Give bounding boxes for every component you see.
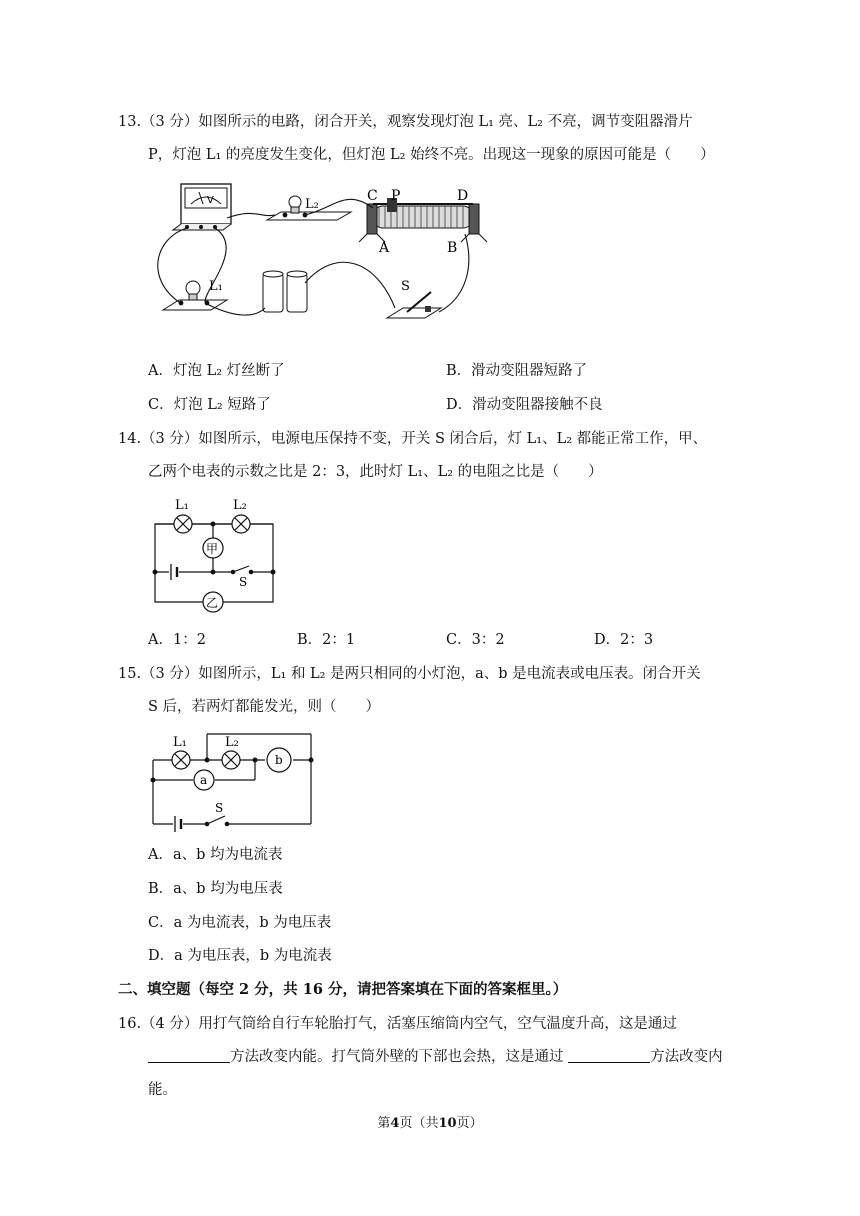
q15-option-d[interactable]: D．a 为电压表，b 为电流表 [148,948,332,964]
svg-text:A: A [379,240,390,256]
q16-stem-line2: 方法改变内能。打气筒外壁的下部也会热，这是通过 方法改变内 [148,1047,723,1067]
svg-text:b: b [275,753,283,767]
section-heading: 二、填空题（每空 2 分，共 16 分，请把答案填在下面的答案框里。） [118,981,568,998]
svg-text:a: a [200,773,208,787]
svg-text:L₁: L₁ [209,279,223,294]
lamp-l2-icon [222,751,240,769]
meter-b-icon [267,748,291,772]
answer-blank-2[interactable] [568,1048,650,1063]
q16-stem-line3: 能。 [148,1082,177,1098]
q14-circuit-figure [145,494,285,614]
svg-text:S: S [401,279,410,294]
q15-option-a[interactable]: A．a、b 均为电流表 [148,847,283,863]
svg-text:L₂: L₂ [233,498,247,513]
svg-text:P: P [391,188,401,204]
q13-stem-line2: P，灯泡 L₁ 的亮度发生变化，但灯泡 L₂ 始终不亮。出现这一现象的原因可能是（ ） [148,147,715,163]
battery-icon [263,271,307,312]
q14-stem-line1: 14.（3 分）如图所示，电源电压保持不变，开关 S 闭合后，灯 L₁、L₂ 都能正常工作，甲、 [118,431,708,447]
q15-circuit-figure [145,728,320,832]
lamp-l1-icon [172,751,190,769]
q14-option-c[interactable]: C．3：2 [446,632,505,648]
svg-text:L₂: L₂ [305,197,319,212]
battery-icon [173,816,183,832]
meter-jia-icon [203,538,223,558]
svg-text:L₁: L₁ [173,735,187,750]
q13-option-a[interactable]: A．灯泡 L₂ 灯丝断了 [148,363,285,379]
svg-text:乙: 乙 [206,596,219,610]
q16-stem-line1: 16.（4 分）用打气筒给自行车轮胎打气，活塞压缩筒内空气，空气温度升高，这是通过 [118,1016,677,1032]
svg-text:V: V [207,195,214,206]
q14-option-d[interactable]: D．2：3 [594,632,654,648]
q14-stem-line2: 乙两个电表的示数之比是 2：3，此时灯 L₁、L₂ 的电阻之比是（ ） [148,464,603,480]
q13-option-d[interactable]: D．滑动变阻器接触不良 [446,397,603,413]
q13-circuit-figure [145,178,495,328]
q15-option-c[interactable]: C．a 为电流表，b 为电压表 [148,915,332,931]
q15-option-b[interactable]: B．a、b 均为电压表 [148,881,283,897]
svg-text:D: D [457,188,469,204]
answer-blank-1[interactable] [148,1048,230,1063]
battery-icon [169,564,179,580]
q13-option-c[interactable]: C．灯泡 L₂ 短路了 [148,397,271,413]
rheostat-icon [359,198,487,242]
svg-text:B: B [447,240,458,256]
svg-text:甲: 甲 [206,542,219,556]
q14-option-b[interactable]: B．2：1 [297,632,356,648]
page-footer: 第4页（共10页） [377,1116,483,1131]
lamp-l1-icon [174,515,192,533]
svg-text:L₁: L₁ [175,498,189,513]
switch-icon [205,816,229,828]
q14-option-a[interactable]: A．1：2 [148,632,206,648]
q15-stem-line1: 15.（3 分）如图所示，L₁ 和 L₂ 是两只相同的小灯泡，a、b 是电流表或电压表。闭合开关 [118,666,701,682]
svg-text:S: S [239,575,248,589]
q15-stem-line2: S 后，若两灯都能发光，则（ ） [148,699,381,715]
meter-yi-icon [203,592,223,612]
svg-text:C: C [367,188,378,204]
page-total: 10 [438,1116,457,1131]
svg-text:S: S [215,801,224,815]
lamp-l2-icon [232,515,250,533]
meter-a-icon [194,770,214,790]
voltmeter-icon [173,184,231,230]
q13-option-b[interactable]: B．滑动变阻器短路了 [446,363,588,379]
switch-icon [387,292,441,318]
q13-stem-line1: 13.（3 分）如图所示的电路，闭合开关，观察发现灯泡 L₁ 亮、L₂ 不亮，调节变阻器滑片 [118,114,693,130]
svg-text:L₂: L₂ [225,735,239,750]
page-number: 4 [390,1116,400,1131]
